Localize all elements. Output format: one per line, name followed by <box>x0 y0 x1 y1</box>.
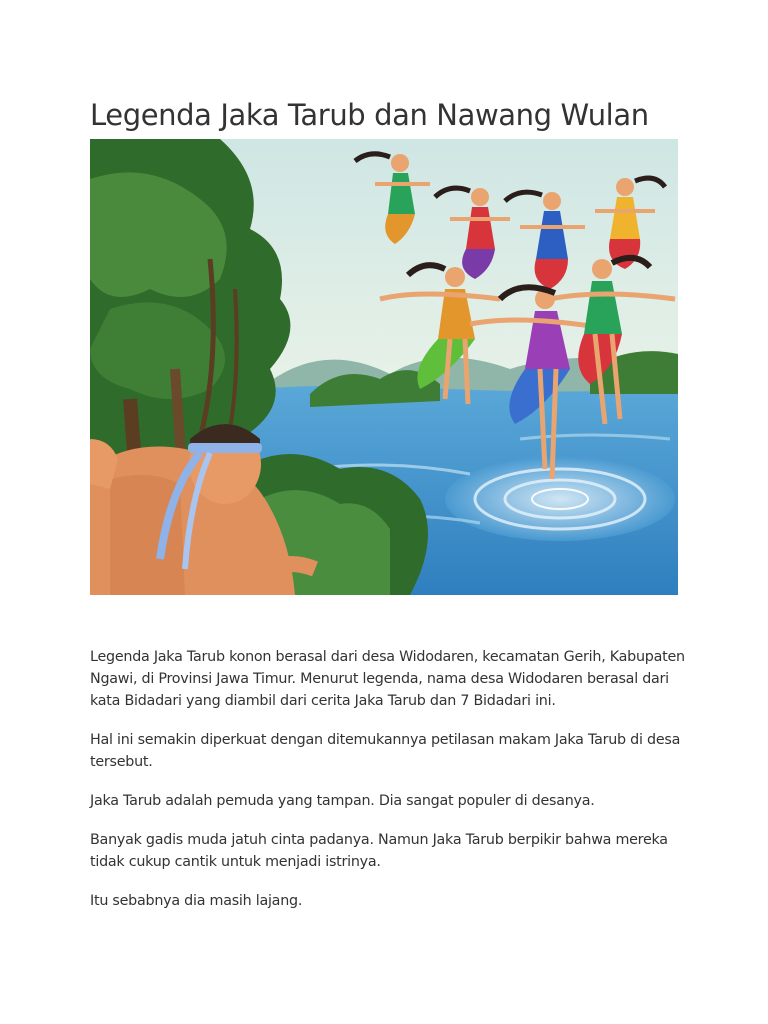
illustration-graphic <box>90 139 678 595</box>
story-illustration <box>90 139 678 595</box>
paragraph-5: Itu sebabnya dia masih lajang. <box>90 893 303 909</box>
paragraph-4: Banyak gadis muda jatuh cinta padanya. Namun Jaka Tarub berpikir bahwa mereka tidak cukup cantik untuk menjadi istrinya. <box>90 832 668 870</box>
paragraph-1: Legenda Jaka Tarub konon berasal dari desa Widodaren, kecamatan Gerih, Kabupaten Ngawi, di Provinsi Jawa Timur. Menurut legenda, nama desa Widodaren berasal dari kata Bidadari yang diambil dari cerita Jaka Tarub dan 7 Bidadari ini. <box>90 649 685 709</box>
paragraph-2: Hal ini semakin diperkuat dengan ditemukannya petilasan makam Jaka Tarub di desa tersebut. <box>90 732 681 770</box>
article-body <box>90 646 685 929</box>
paragraph-3: Jaka Tarub adalah pemuda yang tampan. Dia sangat populer di desanya. <box>90 793 595 809</box>
page-title: Legenda Jaka Tarub dan Nawang Wulan <box>90 98 649 132</box>
